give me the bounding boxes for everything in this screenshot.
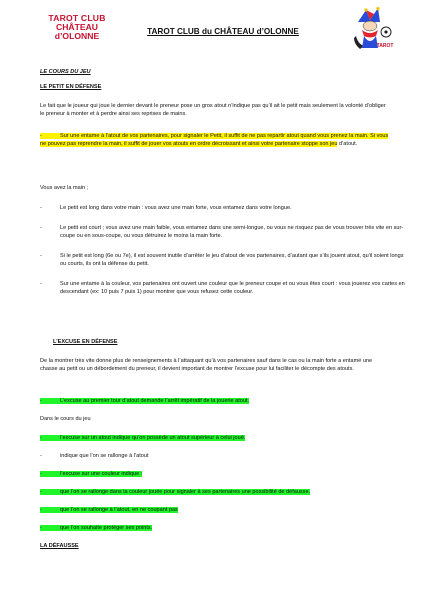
list-item: - l’excuse sur une couleur indique : — [40, 471, 143, 477]
section-heading-la-defausse: LA DÉFAUSSE — [40, 543, 79, 549]
jester-logo — [348, 6, 396, 50]
list-item: - indique que l’on se rallonge à l’atout — [40, 453, 149, 459]
list-item: - L’excuse au premier tour d’atout demande l’arrêt impératif de la jouerie atout. — [40, 398, 250, 404]
list-item: - Le petit est court ; vous avez une main faible, vous entamez dans une semi-longue, ou vous ne risquez pas de vous trouver très vite en sur-coupe ou en sous-coupe, ou vous détruirez le moins la main forte. — [40, 225, 404, 240]
list-item: - l’excuse sur un atout indique qu’on possède un atout supérieur à celui joué. — [40, 435, 246, 441]
list-item: - que l’on se rallonge à l’atout, en ne coupant pas — [40, 507, 178, 513]
logo-right-text: TAROT — [376, 43, 394, 49]
list-item: - Si le petit est long (6e ou 7e), il est souvent inutile d’arrêter le jeu d’atout de vos partenaires, d’autant que s’ils jouent atout, qu’il soient longs ou courts, ils ont la défense du petit. — [40, 253, 404, 268]
page-title: TAROT CLUB du CHÂTEAU d’OLONNE — [147, 27, 299, 36]
list-item: - Sur une entame à la couleur, vos partenaires ont ouvert une couleur que le preneur coupe et ou vous êtes court : vous jouerez vos cartes en descendant (ex: 10 puis 7 puis 1) pour montrer que vous refusez cette couleur. — [40, 281, 405, 296]
paragraph-tail: d’atout. — [337, 141, 358, 148]
jester-icon — [348, 6, 396, 50]
list-item: - que l’on se rallonge dans la couleur jouée pour signaler à ses partenaires une possibilité de défausse. — [40, 489, 311, 495]
club-logo — [34, 14, 120, 41]
logo-line-2: CHÂTEAU d’OLONNE — [54, 22, 100, 42]
list-item: - que l’on souhaite protéger ses points. — [40, 525, 153, 531]
paragraph-highlighted-signal — [40, 132, 390, 148]
section-heading-excuse-en-defense: L’EXCUSE EN DÉFENSE — [53, 339, 118, 345]
highlight-dash: - — [40, 133, 60, 139]
section-heading-cours-du-jeu: LE COURS DU JEU — [40, 69, 91, 75]
paragraph-excuse-intro: De la montrer très vite donne plus de renseignements à l’attaquant qu’à vos partenaires sauf dans le cas ou la main forte a entamé une chasse au petit ou un débordement du preneur, il devient important de montrer l’excuse pour lui faciliter le décompte des atouts. — [40, 358, 373, 373]
subheading-petit-en-defense: LE PETIT EN DÉFENSE — [40, 84, 102, 90]
paragraph-vous-avez-la-main: Vous avez la main ; — [40, 185, 89, 191]
paragraph-dans-le-cours-du-jeu: Dans le cours du jeu — [40, 416, 91, 422]
highlighted-text: Sur une entame à l’atout de vos partenaires, pour signaler le Petit, il suffit de ne pas repartir atout quand vous prenez la main. Si vous ne pouvez pas reprendre la main, il suffit de jouer vos atouts en ordre décroissant et ainsi votre partenaire stoppe son jeu — [40, 133, 389, 148]
list-item: - Le petit est long dans votre main : vous avez une main forte, vous entamez dans votre longue. — [40, 205, 292, 211]
paragraph-intro: Le fait que le joueur qui joue le dernier devant le preneur pose un gros atout n’indique pas qu’il ait le petit mais seulement la volonté d’obliger le preneur à monter et à perdre ainsi ses reprises de mains. — [40, 103, 386, 118]
logo-line-1: TAROT CLUB — [48, 13, 106, 23]
